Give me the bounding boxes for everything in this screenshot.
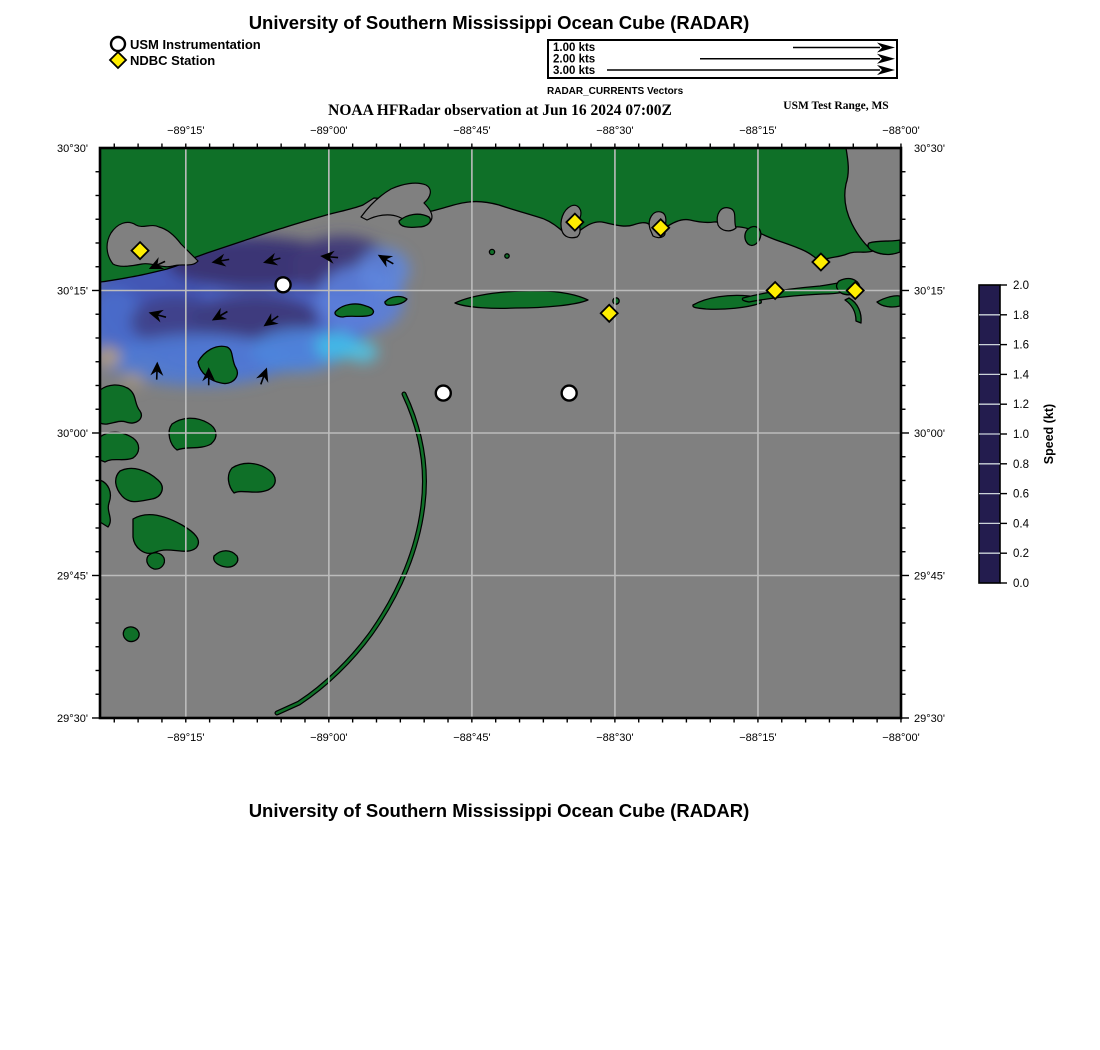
colorbar-tick-label: 1.2: [1013, 399, 1029, 412]
y-axis-label-right: 30°15': [914, 285, 945, 298]
x-axis-label-top: −88°30': [596, 125, 634, 137]
footer-title: University of Southern Mississippi Ocean Cube (RADAR): [248, 800, 750, 821]
colorbar-title: Speed (kt): [1042, 403, 1056, 465]
colorbar-tick-label: 0.6: [1013, 488, 1029, 501]
usm-instrumentation-marker: [562, 386, 577, 401]
y-axis-label-right: 30°30': [914, 143, 945, 155]
x-axis-label-bottom: −89°15': [167, 732, 205, 744]
usm-instrumentation-icon: [111, 37, 125, 51]
x-axis-label-bottom: −88°30': [596, 732, 634, 744]
x-axis-label-bottom: −88°15': [739, 732, 777, 744]
colorbar-tick-label: 2.0: [1013, 280, 1029, 292]
observation-subtitle: NOAA HFRadar observation at Jun 16 2024 07:00Z: [328, 102, 672, 119]
y-axis-label-left: 29°30': [57, 713, 88, 725]
vector-legend-caption: RADAR_CURRENTS Vectors: [547, 86, 684, 97]
usm-instrumentation-marker: [436, 386, 451, 401]
x-axis-label-top: −88°00': [882, 125, 920, 137]
y-axis-label-right: 29°30': [914, 713, 945, 725]
x-axis-label-bottom: −88°00': [882, 732, 920, 744]
x-axis-label-top: −89°00': [310, 125, 348, 137]
colorbar-tick-label: 1.4: [1013, 369, 1029, 382]
round-island: [613, 298, 619, 304]
y-axis-label-left: 29°45': [57, 570, 88, 583]
speed-blob: [358, 248, 410, 292]
x-axis-label-bottom: −88°45': [453, 732, 491, 744]
test-range-label: USM Test Range, MS: [783, 100, 889, 112]
vector-scale-1kt-label: 1.00 kts: [553, 42, 596, 54]
marker-legend: [110, 37, 261, 68]
colorbar: [979, 280, 1056, 590]
colorbar-tick-label: 0.4: [1013, 518, 1029, 531]
y-axis-label-left: 30°00': [57, 428, 88, 440]
x-axis-label-top: −89°15': [167, 125, 205, 137]
colorbar-tick-label: 0.0: [1013, 578, 1029, 590]
colorbar-tick-label: 0.8: [1013, 458, 1029, 471]
usm-legend-label: USM Instrumentation: [130, 37, 261, 52]
colorbar-tick-label: 0.2: [1013, 548, 1029, 561]
x-axis-label-bottom: −89°00': [310, 732, 348, 744]
colorbar-tick-label: 1.6: [1013, 339, 1029, 352]
x-axis-label-top: −88°15': [739, 125, 777, 137]
page-title: University of Southern Mississippi Ocean Cube (RADAR): [248, 12, 750, 33]
colorbar-tick-label: 1.8: [1013, 309, 1029, 322]
vector-scale-legend: [548, 40, 897, 78]
y-axis-label-right: 29°45': [914, 570, 945, 583]
vector-scale-2kt-label: 2.00 kts: [553, 53, 596, 66]
usm-instrumentation-marker: [276, 277, 291, 292]
y-axis-label-right: 30°00': [914, 428, 945, 440]
vector-scale-3kt-label: 3.00 kts: [553, 65, 596, 77]
colorbar-tick-label: 1.0: [1013, 429, 1029, 441]
ndbc-station-icon: [110, 52, 126, 68]
map-plot: [57, 125, 945, 744]
ndbc-legend-label: NDBC Station: [130, 53, 216, 68]
y-axis-label-left: 30°15': [57, 285, 88, 298]
speed-blob: [122, 372, 144, 388]
y-axis-label-left: 30°30': [57, 143, 88, 155]
speed-blob: [348, 341, 378, 363]
grand-bay-inlet: [717, 208, 736, 231]
x-axis-label-top: −88°45': [453, 125, 491, 137]
